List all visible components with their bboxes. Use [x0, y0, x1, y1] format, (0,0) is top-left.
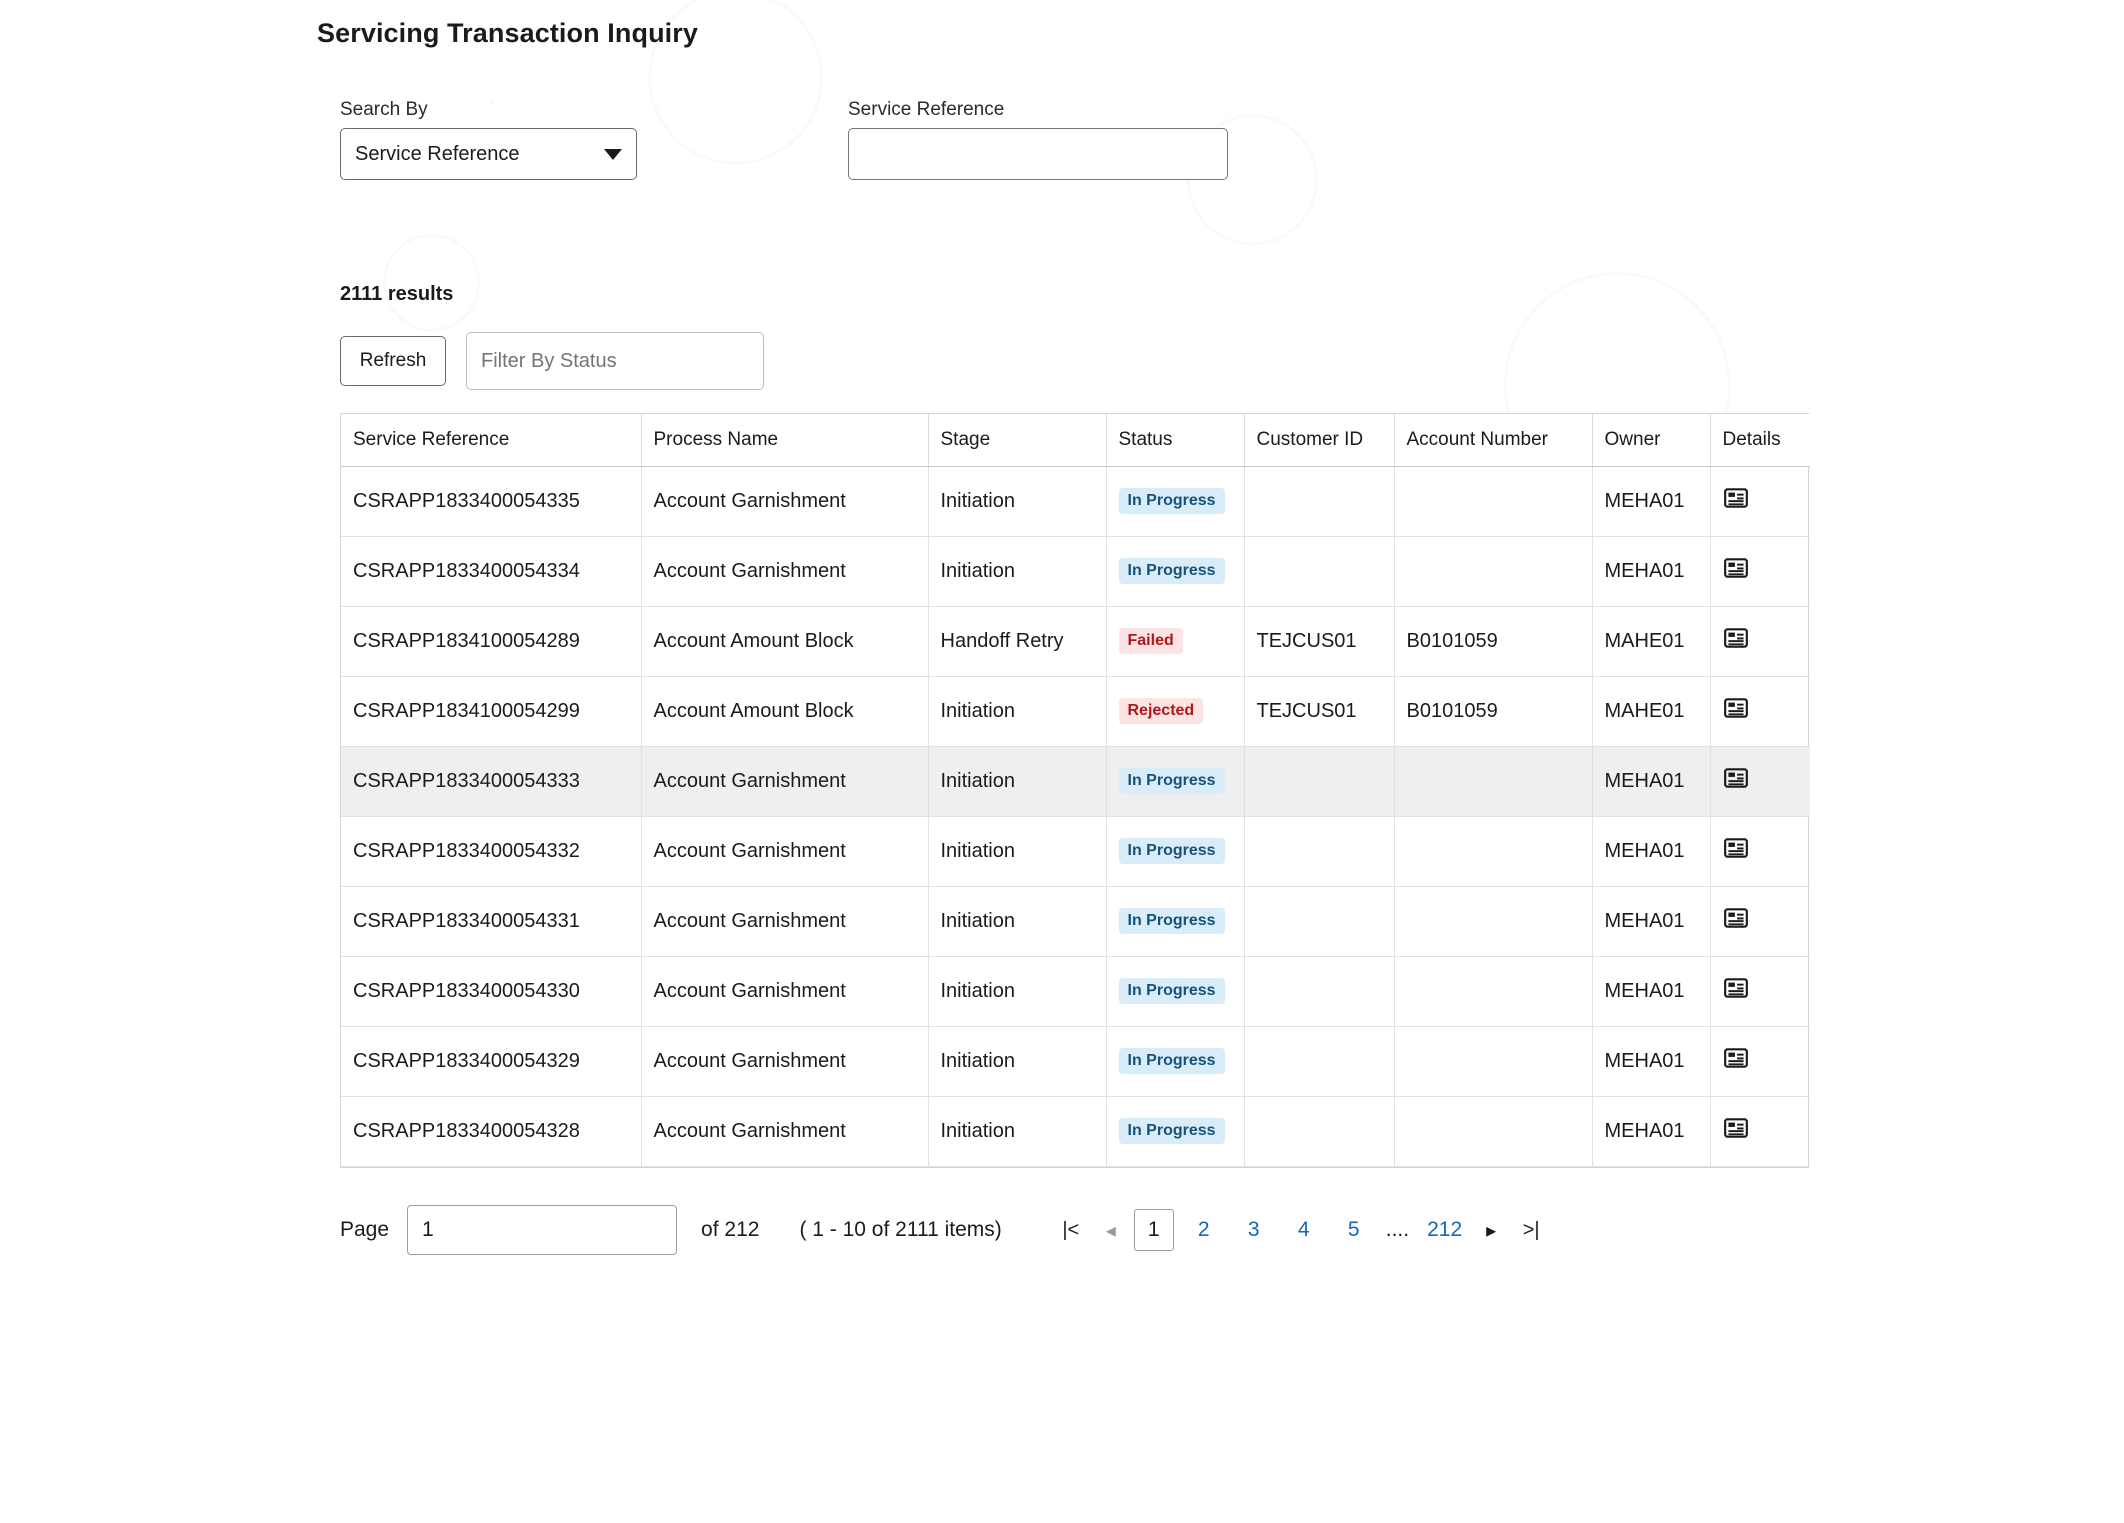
cell-details — [1710, 746, 1810, 816]
cell-details — [1710, 676, 1810, 746]
cell-owner: MEHA01 — [1592, 956, 1710, 1026]
items-range-text: ( 1 - 10 of 2111 items) — [799, 1218, 1002, 1241]
page-ellipsis: .... — [1385, 1218, 1410, 1241]
column-header-process-name[interactable]: Process Name — [641, 414, 928, 466]
page-number-last[interactable]: 212 — [1421, 1209, 1468, 1251]
column-header-customer-id[interactable]: Customer ID — [1244, 414, 1394, 466]
cell-status — [1106, 746, 1244, 816]
cell-customer-id: TEJCUS01 — [1244, 606, 1394, 676]
details-document-icon[interactable] — [1723, 1045, 1749, 1077]
last-page-button[interactable]: >| — [1514, 1210, 1548, 1250]
details-document-icon[interactable] — [1723, 975, 1749, 1007]
next-page-button[interactable]: ▸ — [1474, 1210, 1508, 1250]
column-header-status[interactable]: Status — [1106, 414, 1244, 466]
cell-account-number — [1394, 1096, 1592, 1166]
details-document-icon[interactable] — [1723, 765, 1749, 797]
search-by-label: Search By — [340, 99, 428, 120]
cell-stage: Initiation — [928, 536, 1106, 606]
cell-stage: Initiation — [928, 1096, 1106, 1166]
cell-status — [1106, 536, 1244, 606]
cell-status — [1106, 956, 1244, 1026]
cell-service-reference: CSRAPP1833400054334 — [341, 536, 641, 606]
cell-service-reference: CSRAPP1833400054332 — [341, 816, 641, 886]
refresh-button[interactable]: Refresh — [340, 336, 446, 386]
cell-stage: Handoff Retry — [928, 606, 1106, 676]
cell-owner: MAHE01 — [1592, 606, 1710, 676]
cell-owner: MEHA01 — [1592, 1096, 1710, 1166]
column-header-details: Details — [1710, 414, 1810, 466]
cell-details — [1710, 886, 1810, 956]
details-document-icon[interactable] — [1723, 485, 1749, 517]
cell-process-name: Account Garnishment — [641, 466, 928, 536]
pagination-controls — [1054, 1209, 1548, 1251]
status-badge: Rejected — [1119, 698, 1204, 724]
page-number-4[interactable]: 4 — [1284, 1209, 1324, 1251]
cell-customer-id — [1244, 1096, 1394, 1166]
cell-customer-id — [1244, 536, 1394, 606]
status-badge: In Progress — [1119, 1048, 1225, 1074]
cell-account-number — [1394, 466, 1592, 536]
details-document-icon[interactable] — [1723, 905, 1749, 937]
transactions-table — [340, 413, 1809, 1168]
page-number-input[interactable] — [407, 1205, 677, 1255]
cell-status — [1106, 1096, 1244, 1166]
status-badge: In Progress — [1119, 558, 1225, 584]
cell-account-number — [1394, 956, 1592, 1026]
details-document-icon[interactable] — [1723, 695, 1749, 727]
status-badge: In Progress — [1119, 838, 1225, 864]
page-title: Servicing Transaction Inquiry — [317, 18, 699, 48]
cell-details — [1710, 816, 1810, 886]
cell-status — [1106, 466, 1244, 536]
table-row[interactable] — [341, 1026, 1810, 1096]
cell-process-name: Account Garnishment — [641, 746, 928, 816]
cell-process-name: Account Garnishment — [641, 1096, 928, 1166]
cell-status — [1106, 1026, 1244, 1096]
page-number-1[interactable]: 1 — [1134, 1209, 1174, 1251]
cell-service-reference: CSRAPP1833400054328 — [341, 1096, 641, 1166]
cell-customer-id — [1244, 886, 1394, 956]
table-row[interactable] — [341, 466, 1810, 536]
cell-stage: Initiation — [928, 466, 1106, 536]
table-body — [341, 466, 1810, 1166]
cell-stage: Initiation — [928, 676, 1106, 746]
chevron-down-icon — [604, 149, 622, 160]
filter-by-status-input[interactable] — [466, 332, 764, 390]
page-number-list — [1134, 1209, 1374, 1251]
page-number-3[interactable]: 3 — [1234, 1209, 1274, 1251]
cell-details — [1710, 1096, 1810, 1166]
cell-service-reference: CSRAPP1833400054335 — [341, 466, 641, 536]
cell-stage: Initiation — [928, 886, 1106, 956]
details-document-icon[interactable] — [1723, 625, 1749, 657]
cell-stage: Initiation — [928, 746, 1106, 816]
status-badge: Failed — [1119, 628, 1183, 654]
cell-account-number: B0101059 — [1394, 676, 1592, 746]
cell-status — [1106, 816, 1244, 886]
cell-customer-id — [1244, 956, 1394, 1026]
search-by-selected-value: Service Reference — [355, 142, 520, 165]
cell-account-number — [1394, 746, 1592, 816]
cell-customer-id — [1244, 466, 1394, 536]
cell-service-reference: CSRAPP1833400054330 — [341, 956, 641, 1026]
column-header-service-reference[interactable]: Service Reference — [341, 414, 641, 466]
service-reference-input[interactable] — [848, 128, 1228, 180]
cell-details — [1710, 1026, 1810, 1096]
cell-status — [1106, 606, 1244, 676]
first-page-button[interactable]: |< — [1054, 1210, 1088, 1250]
status-badge: In Progress — [1119, 908, 1225, 934]
cell-details — [1710, 466, 1810, 536]
cell-customer-id — [1244, 816, 1394, 886]
details-document-icon[interactable] — [1723, 1115, 1749, 1147]
cell-service-reference: CSRAPP1833400054333 — [341, 746, 641, 816]
results-count: 2111 results — [340, 283, 454, 305]
cell-process-name: Account Amount Block — [641, 676, 928, 746]
page-number-5[interactable]: 5 — [1334, 1209, 1374, 1251]
cell-customer-id — [1244, 1026, 1394, 1096]
table-row[interactable] — [341, 1096, 1810, 1166]
cell-details — [1710, 606, 1810, 676]
cell-owner: MAHE01 — [1592, 676, 1710, 746]
cell-status — [1106, 676, 1244, 746]
cell-process-name: Account Garnishment — [641, 1026, 928, 1096]
cell-status — [1106, 886, 1244, 956]
search-by-select[interactable] — [340, 128, 637, 180]
cell-service-reference: CSRAPP1833400054329 — [341, 1026, 641, 1096]
table-row[interactable] — [341, 676, 1810, 746]
cell-account-number — [1394, 886, 1592, 956]
column-header-owner[interactable]: Owner — [1592, 414, 1710, 466]
cell-customer-id: TEJCUS01 — [1244, 676, 1394, 746]
table-header-row — [341, 414, 1810, 466]
details-document-icon[interactable] — [1723, 555, 1749, 587]
cell-service-reference: CSRAPP1834100054299 — [341, 676, 641, 746]
previous-page-button[interactable]: ◂ — [1094, 1210, 1128, 1250]
cell-process-name: Account Garnishment — [641, 956, 928, 1026]
pagination-bar — [340, 1200, 1810, 1260]
cell-owner: MEHA01 — [1592, 886, 1710, 956]
cell-process-name: Account Amount Block — [641, 606, 928, 676]
cell-owner: MEHA01 — [1592, 1026, 1710, 1096]
table-row[interactable] — [341, 816, 1810, 886]
cell-owner: MEHA01 — [1592, 536, 1710, 606]
cell-process-name: Account Garnishment — [641, 816, 928, 886]
cell-account-number — [1394, 536, 1592, 606]
service-reference-label: Service Reference — [848, 99, 1005, 120]
cell-service-reference: CSRAPP1833400054331 — [341, 886, 641, 956]
page-number-2[interactable]: 2 — [1184, 1209, 1224, 1251]
status-badge: In Progress — [1119, 768, 1225, 794]
column-header-stage[interactable]: Stage — [928, 414, 1106, 466]
table-row[interactable] — [341, 606, 1810, 676]
cell-account-number: B0101059 — [1394, 606, 1592, 676]
cell-stage: Initiation — [928, 956, 1106, 1026]
cell-stage: Initiation — [928, 1026, 1106, 1096]
cell-owner: MEHA01 — [1592, 746, 1710, 816]
status-badge: In Progress — [1119, 488, 1225, 514]
status-badge: In Progress — [1119, 1118, 1225, 1144]
cell-customer-id — [1244, 746, 1394, 816]
cell-details — [1710, 536, 1810, 606]
cell-account-number — [1394, 1026, 1592, 1096]
table-row[interactable] — [341, 536, 1810, 606]
column-header-account-number[interactable]: Account Number — [1394, 414, 1592, 466]
table-row[interactable] — [341, 886, 1810, 956]
cell-account-number — [1394, 816, 1592, 886]
cell-owner: MEHA01 — [1592, 466, 1710, 536]
page-label: Page — [340, 1218, 390, 1241]
table-row[interactable] — [341, 746, 1810, 816]
cell-owner: MEHA01 — [1592, 816, 1710, 886]
total-pages-text: of 212 — [701, 1218, 760, 1241]
table-row[interactable] — [341, 956, 1810, 1026]
cell-process-name: Account Garnishment — [641, 536, 928, 606]
cell-details — [1710, 956, 1810, 1026]
details-document-icon[interactable] — [1723, 835, 1749, 867]
cell-process-name: Account Garnishment — [641, 886, 928, 956]
status-badge: In Progress — [1119, 978, 1225, 1004]
cell-service-reference: CSRAPP1834100054289 — [341, 606, 641, 676]
cell-stage: Initiation — [928, 816, 1106, 886]
